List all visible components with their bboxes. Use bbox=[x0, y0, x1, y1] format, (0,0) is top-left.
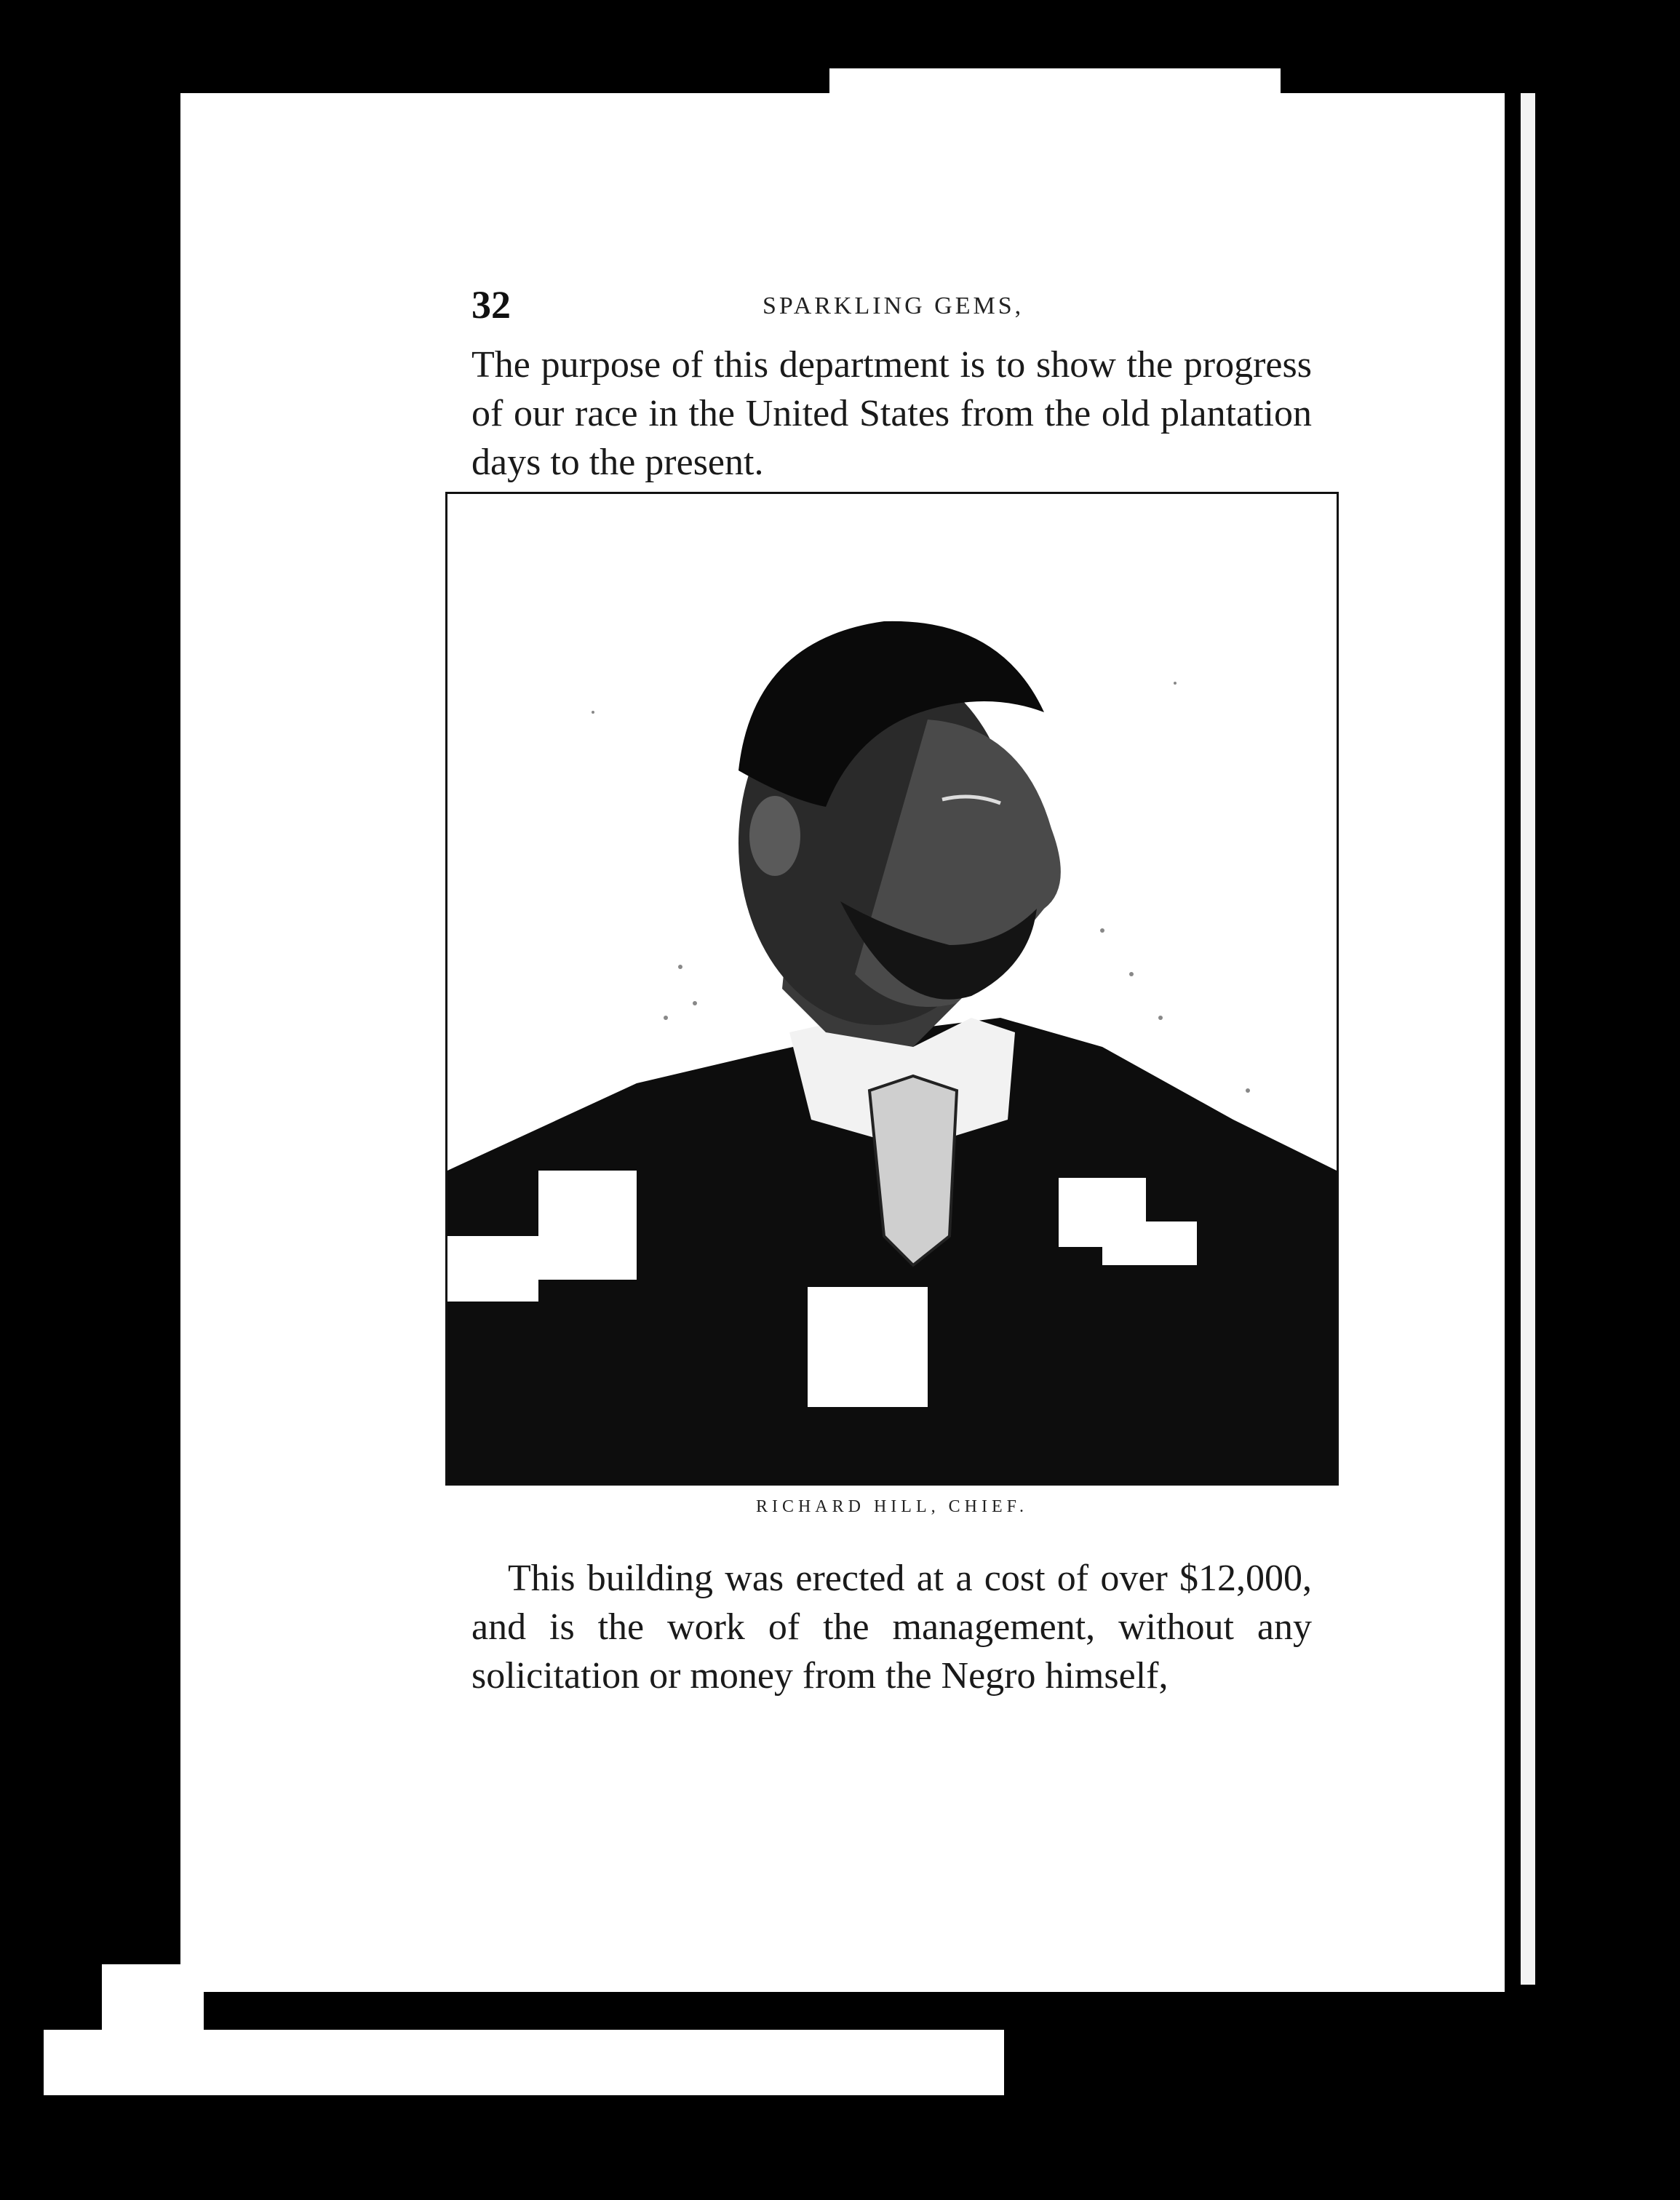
scan-edge-strip bbox=[829, 68, 1281, 96]
portrait-image bbox=[447, 494, 1337, 1483]
scan-corner-strip bbox=[102, 1964, 204, 2037]
running-title: SPARKLING GEMS, bbox=[763, 292, 1024, 319]
page-number: 32 bbox=[471, 283, 511, 327]
page-header bbox=[471, 275, 1505, 333]
portrait-illustration bbox=[445, 492, 1339, 1486]
body-paragraph: This building was erected at a cost of over $12,000, and is the work of the management, without any solicitation or money from the Negro himself, bbox=[471, 1558, 1312, 1697]
book-page bbox=[180, 93, 1505, 1992]
facing-page-edge bbox=[1521, 93, 1535, 1985]
figure-caption: RICHARD HILL, CHIEF. bbox=[755, 1497, 1029, 1516]
intro-paragraph: The purpose of this department is to show the progress of our race in the United States from the old plantation days to the present. bbox=[471, 344, 1312, 483]
scan-bottom-strip bbox=[44, 2030, 1004, 2095]
